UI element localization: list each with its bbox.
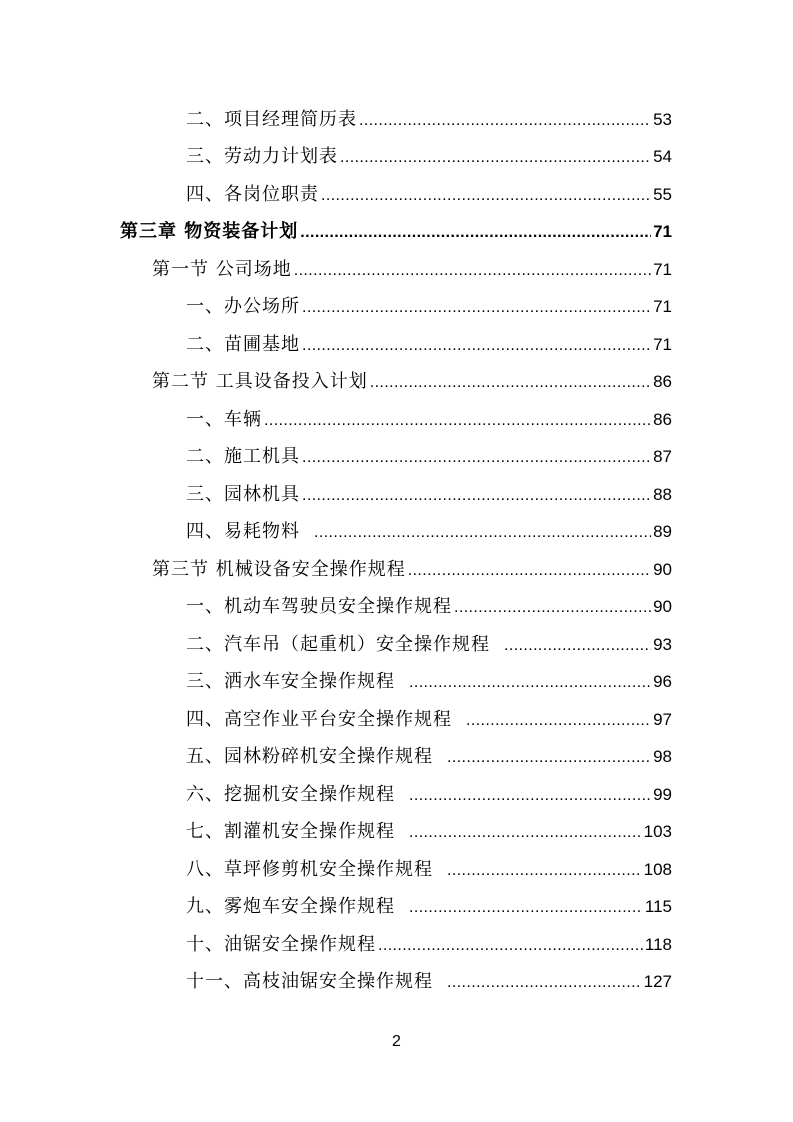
- toc-entry-title: 四、各岗位职责: [186, 183, 319, 205]
- toc-entry-title: 八、草坪修剪机安全操作规程: [186, 858, 433, 880]
- toc-entry-page: 71: [653, 334, 672, 354]
- toc-entry-page: 88: [653, 484, 672, 504]
- toc-entry-page: 90: [653, 559, 672, 579]
- toc-entry-page: 87: [653, 447, 672, 467]
- toc-entry-title: 四、易耗物料: [186, 521, 300, 543]
- toc-leader-dots: [302, 485, 651, 507]
- toc-entry[interactable]: [0, 739, 793, 777]
- toc-entry-page: 71: [653, 259, 672, 279]
- toc-entry[interactable]: [0, 176, 793, 214]
- toc-entry-page: 90: [653, 597, 672, 617]
- toc-leader-dots: [408, 560, 651, 582]
- toc-entry-title: 二、项目经理简历表: [186, 108, 357, 130]
- toc-leader-dots: [370, 372, 651, 394]
- toc-entry[interactable]: [0, 664, 793, 702]
- toc-entry[interactable]: [0, 101, 793, 139]
- toc-entry-page: 89: [653, 522, 672, 542]
- toc-leader-dots: [302, 297, 651, 319]
- toc-entry-page: 103: [643, 822, 672, 842]
- toc-section-entry[interactable]: [0, 251, 793, 289]
- toc-section-entry[interactable]: [0, 364, 793, 402]
- toc-entry-title: 三、洒水车安全操作规程: [186, 671, 395, 693]
- toc-entry[interactable]: [0, 701, 793, 739]
- toc-entry[interactable]: [0, 814, 793, 852]
- toc-leader-dots: [302, 447, 651, 469]
- toc-leader-dots: [447, 860, 642, 882]
- toc-entry-title: 一、机动车驾驶员安全操作规程: [186, 596, 452, 618]
- toc-leader-dots: [321, 185, 651, 207]
- toc-entry[interactable]: [0, 851, 793, 889]
- toc-entry[interactable]: [0, 926, 793, 964]
- toc-entry-page: 71: [653, 222, 672, 242]
- toc-entry-title: 五、园林粉碎机安全操作规程: [186, 746, 433, 768]
- toc-entry[interactable]: [0, 139, 793, 177]
- toc-entry-title: 三、园林机具: [186, 483, 300, 505]
- toc-leader-dots: [409, 822, 642, 844]
- toc-entry[interactable]: [0, 626, 793, 664]
- toc-entry-page: 55: [653, 184, 672, 204]
- toc-entry-page: 86: [653, 372, 672, 392]
- toc-entry-title: 三、劳动力计划表: [186, 146, 338, 168]
- toc-leader-dots: [447, 747, 651, 769]
- toc-entry-title: 九、雾炮车安全操作规程: [186, 896, 395, 918]
- toc-entry-title: 二、施工机具: [186, 446, 300, 468]
- toc-entry-page: 115: [644, 897, 672, 917]
- toc-entry-page: 71: [653, 297, 672, 317]
- toc-entry-page: 99: [653, 784, 672, 804]
- toc-leader-dots: [302, 335, 651, 357]
- toc-entry-title: 一、车辆: [186, 408, 262, 430]
- toc-entry[interactable]: [0, 439, 793, 477]
- toc-entry[interactable]: [0, 289, 793, 327]
- toc-entry[interactable]: [0, 401, 793, 439]
- toc-entry-page: 86: [653, 409, 672, 429]
- toc-leader-dots: [340, 147, 651, 169]
- toc-leader-dots: [314, 522, 651, 544]
- toc-entry-title: 第一节 公司场地: [152, 258, 292, 280]
- toc-entry[interactable]: [0, 326, 793, 364]
- toc-entry-title: 十一、高枝油锯安全操作规程: [186, 971, 433, 993]
- toc-leader-dots: [454, 597, 651, 619]
- toc-entry-title: 第三节 机械设备安全操作规程: [152, 558, 406, 580]
- toc-leader-dots: [409, 897, 643, 919]
- toc-entry[interactable]: [0, 776, 793, 814]
- toc-entry-title: 二、苗圃基地: [186, 333, 300, 355]
- toc-leader-dots: [409, 672, 651, 694]
- toc-chapter-entry[interactable]: [0, 214, 793, 252]
- toc-entry-title: 第三章 物资装备计划: [120, 221, 299, 243]
- toc-leader-dots: [409, 785, 651, 807]
- toc-entry-title: 二、汽车吊（起重机）安全操作规程: [186, 633, 490, 655]
- toc-entry-page: 97: [653, 709, 672, 729]
- toc-leader-dots: [378, 935, 643, 957]
- toc-leader-dots: [504, 635, 651, 657]
- toc-entry[interactable]: [0, 889, 793, 927]
- toc-entry[interactable]: [0, 476, 793, 514]
- toc-entry-title: 六、挖掘机安全操作规程: [186, 783, 395, 805]
- toc-entry-page: 108: [643, 859, 672, 879]
- toc-entry-page: 118: [644, 934, 672, 954]
- toc-leader-dots: [466, 710, 651, 732]
- toc-entry[interactable]: [0, 964, 793, 1002]
- toc-entry-page: 53: [653, 109, 672, 129]
- toc-entry-title: 四、高空作业平台安全操作规程: [186, 708, 452, 730]
- toc-entry-page: 96: [653, 672, 672, 692]
- toc-leader-dots: [264, 410, 651, 432]
- toc-entry-page: 93: [653, 634, 672, 654]
- toc-entry-title: 第二节 工具设备投入计划: [152, 371, 368, 393]
- toc-leader-dots: [300, 222, 651, 244]
- toc-entry[interactable]: [0, 589, 793, 627]
- toc-entry-title: 一、办公场所: [186, 296, 300, 318]
- toc-leader-dots: [294, 260, 651, 282]
- toc-entry-title: 十、油锯安全操作规程: [186, 933, 376, 955]
- toc-entry-page: 98: [653, 747, 672, 767]
- page-number: 2: [392, 1033, 401, 1050]
- toc-entry[interactable]: [0, 514, 793, 552]
- toc-leader-dots: [359, 110, 651, 132]
- table-of-contents: [0, 101, 793, 1001]
- toc-entry-page: 54: [653, 147, 672, 167]
- toc-entry-page: 127: [643, 972, 672, 992]
- toc-section-entry[interactable]: [0, 551, 793, 589]
- toc-leader-dots: [447, 972, 642, 994]
- toc-entry-title: 七、割灌机安全操作规程: [186, 821, 395, 843]
